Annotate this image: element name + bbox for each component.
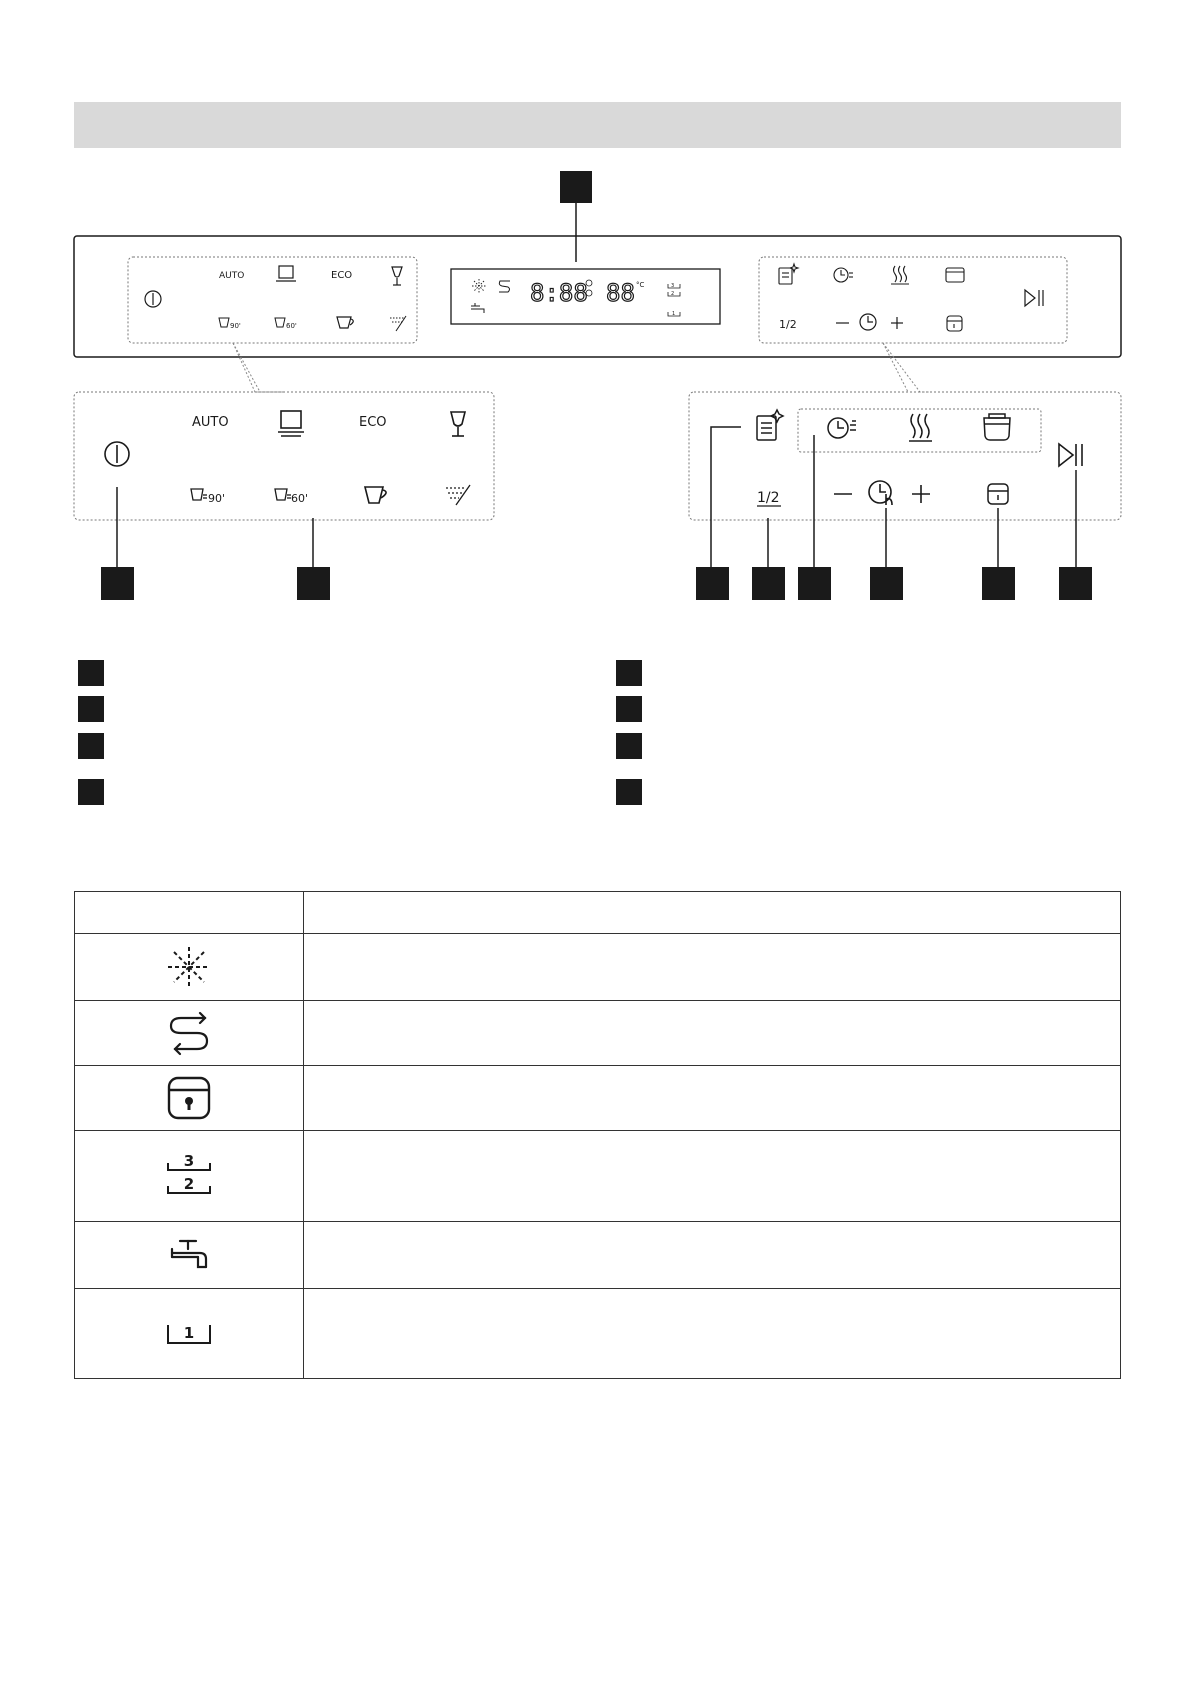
icon-cell	[75, 1066, 304, 1131]
zoom-half-load-label: 1/2	[757, 490, 780, 506]
small-rinse-icon	[390, 316, 406, 331]
zoom-onoff-icon	[105, 442, 129, 466]
table-row	[75, 1066, 1121, 1131]
description-cell	[304, 934, 1121, 1001]
small-tray-icon	[946, 268, 964, 282]
display-level-mid: 2	[671, 291, 675, 297]
display-tap-icon	[471, 303, 484, 313]
legend-square	[78, 660, 104, 686]
small-onoff-icon	[145, 291, 161, 307]
icon-cell	[75, 1289, 304, 1379]
zoom-90-label: 90'	[208, 492, 226, 505]
callout-square	[1059, 567, 1092, 600]
small-start-pause-icon	[1025, 290, 1043, 306]
child-lock-icon	[166, 1075, 212, 1121]
legend-square	[78, 733, 104, 759]
control-panel-outline	[74, 236, 1121, 357]
display-time: 8:88	[530, 279, 588, 307]
water-tap-icon	[168, 1237, 210, 1273]
description-cell	[304, 1289, 1121, 1379]
small-cup60-icon	[275, 318, 285, 327]
right-button-group	[759, 257, 1067, 343]
display-rinse-aid-icon	[499, 281, 510, 292]
description-cell	[304, 1001, 1121, 1066]
table-header-row	[75, 892, 1121, 934]
table-row	[75, 1222, 1121, 1289]
symbol-table	[74, 891, 1121, 1379]
small-lock-icon	[947, 316, 962, 331]
table-row	[75, 1289, 1121, 1379]
callout-square	[870, 567, 903, 600]
callout-square	[982, 567, 1015, 600]
callout-square	[101, 567, 134, 600]
icon-cell	[75, 1131, 304, 1222]
description-cell	[304, 1066, 1121, 1131]
zoom-glass-icon	[451, 412, 465, 436]
legend-square	[616, 660, 642, 686]
legend-square	[616, 733, 642, 759]
lower-level-icon	[164, 1319, 214, 1349]
zoom-extra-dry-icon	[757, 410, 783, 440]
small-eco-label: ECO	[331, 270, 353, 281]
zoom-right-group	[689, 392, 1121, 520]
display-level-top: 3	[671, 283, 675, 289]
small-extra-dry-icon	[779, 264, 798, 284]
zoom-delay-clock-icon	[869, 481, 892, 505]
small-time-saver-icon	[834, 268, 853, 282]
small-delay-controls	[836, 314, 903, 330]
left-button-group	[128, 257, 417, 343]
zoom-eco-label: ECO	[359, 415, 387, 430]
load-level-icon	[164, 1149, 214, 1203]
legend-square	[78, 779, 104, 805]
small-steam-icon	[891, 266, 909, 284]
small-pot-icon	[276, 266, 296, 281]
display-temp: 88	[606, 279, 635, 307]
level-low-number: 1	[183, 1323, 195, 1342]
zoom-60-label: 60'	[291, 492, 309, 505]
callout-square	[798, 567, 831, 600]
small-60-label: 60'	[286, 322, 297, 330]
zoom-rinse-icon	[446, 485, 470, 505]
callout-square	[560, 171, 592, 203]
small-half-load-label: 1/2	[779, 318, 797, 331]
legend-square	[616, 779, 642, 805]
zoom-mug-icon	[365, 487, 386, 503]
callout-square	[752, 567, 785, 600]
rinse-aid-icon	[167, 1010, 211, 1056]
display-level-low: 1	[672, 311, 676, 317]
small-glass-icon	[392, 267, 402, 285]
small-cup90-icon	[219, 318, 229, 327]
icon-cell	[75, 1222, 304, 1289]
callout-square	[297, 567, 330, 600]
display-salt-icon	[472, 279, 486, 293]
zoom-time-saver-icon	[828, 418, 856, 438]
small-mug-icon	[337, 317, 353, 328]
small-90-label: 90'	[230, 322, 241, 330]
zoom-start-pause-icon	[1059, 444, 1082, 466]
zoom-cup60-icon	[275, 489, 291, 500]
description-cell	[304, 1131, 1121, 1222]
icon-cell	[75, 934, 304, 1001]
legend-square	[616, 696, 642, 722]
header-cell-symbol	[75, 892, 304, 934]
salt-icon	[164, 945, 214, 989]
zoom-pot-icon	[278, 411, 304, 436]
table-row	[75, 1131, 1121, 1222]
small-auto-label: AUTO	[219, 271, 245, 281]
header-cell-description	[304, 892, 1121, 934]
description-cell	[304, 1222, 1121, 1289]
zoom-auto-label: AUTO	[192, 415, 229, 430]
legend-square	[78, 696, 104, 722]
callout-square	[696, 567, 729, 600]
zoom-tray-icon	[984, 414, 1010, 440]
zoom-cup90-icon	[191, 489, 207, 500]
zoom-delay-plus-icon	[912, 485, 930, 503]
level-mid-number: 2	[183, 1175, 195, 1193]
zoom-lock-icon	[988, 484, 1008, 504]
zoom-steam-icon	[909, 414, 932, 441]
table-row	[75, 934, 1121, 1001]
display-temp-unit: °C	[636, 281, 645, 289]
level-top-number: 3	[183, 1152, 195, 1170]
icon-cell	[75, 1001, 304, 1066]
table-row	[75, 1001, 1121, 1066]
